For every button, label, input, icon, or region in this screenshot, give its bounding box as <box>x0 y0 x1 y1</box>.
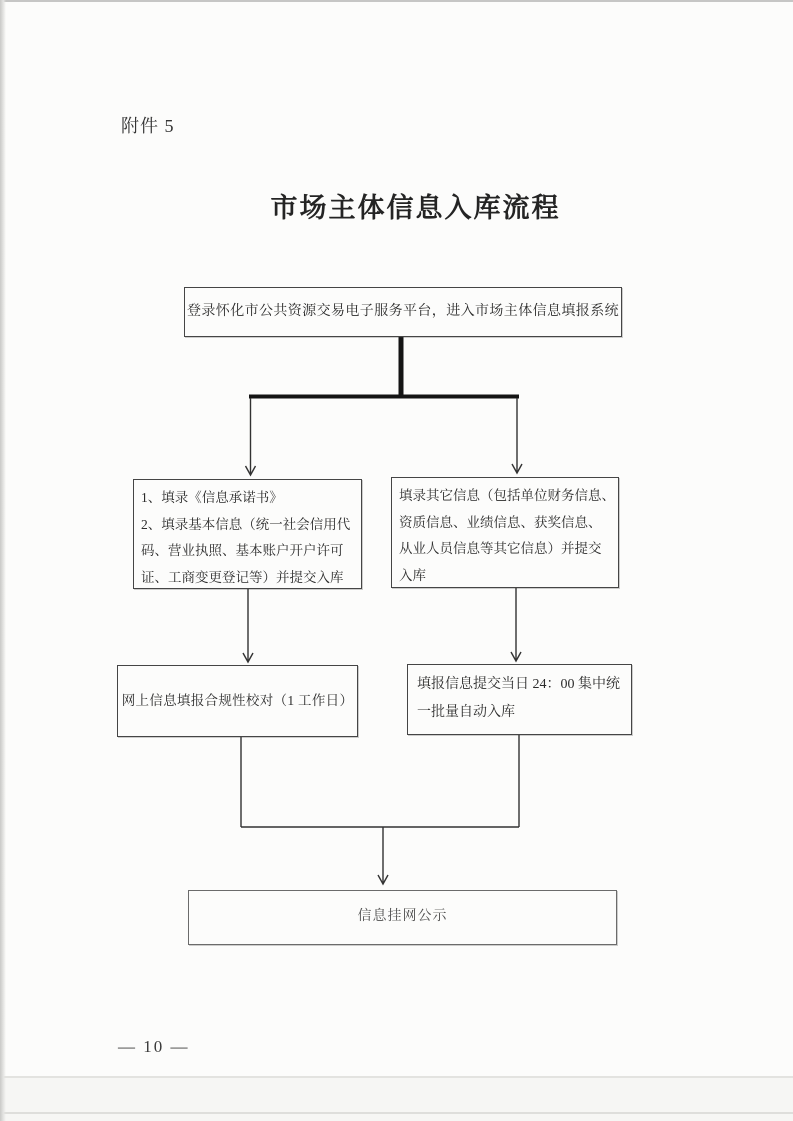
flow-box-line: 资质信息、业绩信息、获奖信息、 <box>399 514 602 530</box>
flow-box-login <box>184 287 622 337</box>
arrowhead-down-icon <box>243 653 253 662</box>
arrowhead-down-icon <box>246 466 256 475</box>
page-title: 市场主体信息入库流程 <box>270 193 561 223</box>
split-connector <box>249 337 519 397</box>
merge-connector <box>241 735 519 827</box>
flow-box-line: 码、营业执照、基本账户开户许可 <box>141 543 344 558</box>
scan-shade-bottom <box>0 1078 793 1121</box>
scan-edge-bottom-line <box>0 1112 793 1114</box>
flow-box-commitment <box>133 479 362 589</box>
flow-box-line: 1、填录《信息承诺书》 <box>141 490 283 505</box>
flow-box-line: 一批量自动入库 <box>417 705 515 720</box>
arrow-to-commitment-box <box>246 398 256 475</box>
flow-box-line: 2、填录基本信息（统一社会信用代 <box>141 516 351 532</box>
arrowhead-down-icon <box>511 652 521 661</box>
flow-box-auto-import <box>407 664 632 735</box>
arrowhead-down-icon <box>378 875 388 884</box>
flow-box-publish <box>188 890 617 945</box>
flow-box-line: 填录其它信息（包括单位财务信息、 <box>399 488 615 503</box>
flow-box-line: 入库 <box>399 567 426 583</box>
arrow-to-compliance-box <box>243 589 253 662</box>
arrow-to-publish-box <box>378 827 388 884</box>
flow-box-line: 证、工商变更登记等）并提交入库 <box>141 569 344 585</box>
flow-box-text: 登录怀化市公共资源交易电子服务平台，进入市场主体信息填报系统 <box>187 303 619 319</box>
attachment-label: 附件 5 <box>121 116 175 136</box>
flow-box-other-info <box>391 477 619 588</box>
scan-edge-left <box>0 0 6 1121</box>
page-number: — 10 — <box>118 1037 190 1056</box>
flow-box-compliance-check <box>117 665 358 737</box>
flow-box-text: 网上信息填报合规性校对（1 工作日） <box>121 692 354 708</box>
flow-box-line: 填报信息提交当日 24：00 集中统 <box>417 677 620 692</box>
scan-edge-top <box>0 0 793 2</box>
scan-edge-bottom-line <box>0 1076 793 1078</box>
flow-box-line: 从业人员信息等其它信息）并提交 <box>399 541 602 556</box>
arrow-to-other-info-box <box>512 398 522 473</box>
flow-box-text: 信息挂网公示 <box>357 909 448 925</box>
arrow-to-auto-import-box <box>511 588 521 661</box>
arrowhead-down-icon <box>512 464 522 473</box>
